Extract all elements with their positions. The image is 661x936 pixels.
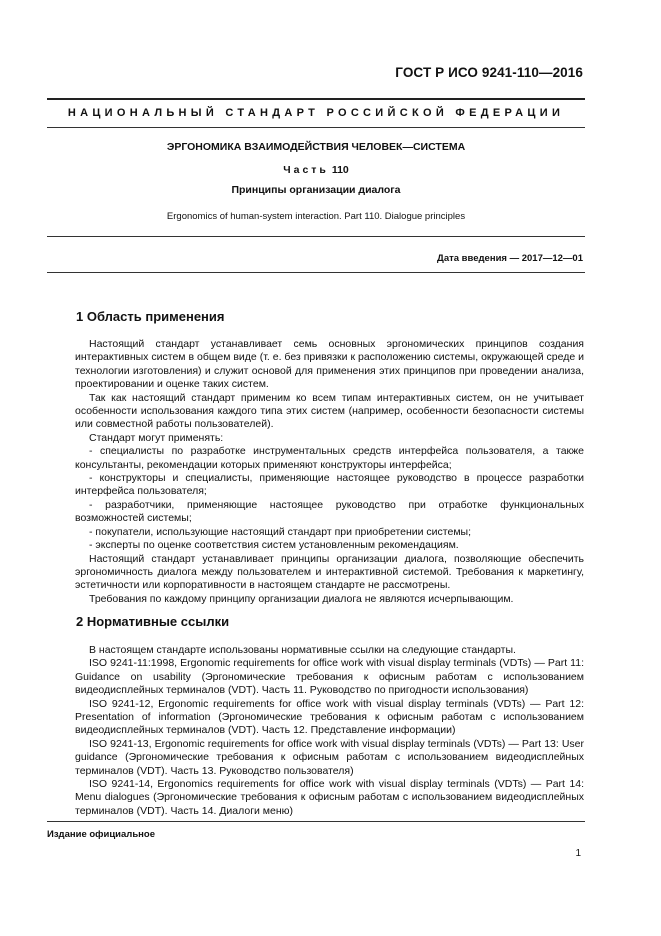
reference-item: ISO 9241-11:1998, Ergonomic requirements for office work with visual display terminals (VDTs) — Part 11: Guidance on usability (Эргономические требования к офисным работам с использованием видеодисплейных терминалов (VDT). Часть 11. Руководство по пригодности использования) (75, 657, 584, 697)
national-standard-title: НАЦИОНАЛЬНЫЙ СТАНДАРТ РОССИЙСКОЙ ФЕДЕРАЦИИ (67, 107, 565, 119)
header-rule-top (47, 98, 585, 100)
footer-rule (47, 821, 585, 822)
list-item: - эксперты по оценке соответствия систем установленным рекомендациям. (89, 539, 459, 552)
standard-number: ГОСТ Р ИСО 9241-110—2016 (395, 65, 583, 80)
part-number: 110 (331, 164, 349, 176)
section-2-heading: 2 Нормативные ссылки (76, 614, 230, 629)
date-rule (47, 272, 585, 273)
paragraph: Настоящий стандарт устанавливает семь основных эргономических принципов создания интерактивных систем в общем виде (т. е. без привязки к расположению системы, окружающей среде и технологии изготовления) и служит основой для применения этих принципов при проведении анализа, проектировании и оценке таких систем. (75, 338, 584, 391)
page-number: 1 (575, 848, 581, 859)
reference-item: ISO 9241-14, Ergonomics requirements for office work with visual display terminals (VDTs) — Part 14: Menu dialogues (Эргономические требования к офисным работам с использованием видеодисплейных терминалов (VDT). Часть 14. Диалоги меню) (75, 778, 584, 817)
official-edition-label: Издание официальное (47, 829, 155, 840)
paragraph: В настоящем стандарте использованы нормативные ссылки на следующие стандарты. (89, 644, 516, 656)
introduction-date: Дата введения — 2017—12—01 (437, 253, 583, 264)
paragraph: Стандарт могут применять: (89, 431, 224, 444)
part-word: Часть (283, 164, 329, 176)
document-title: ЭРГОНОМИКА ВЗАИМОДЕЙСТВИЯ ЧЕЛОВЕК—СИСТЕМА (166, 141, 466, 153)
reference-item: ISO 9241-13, Ergonomic requirements for office work with visual display terminals (VDTs) — Part 13: User guidance (Эргономические требования к офисным работам с использованием видеодисплейных терминалов (VDT). Часть 13. Руководство пользователя) (75, 737, 584, 777)
english-title: Ergonomics of human-system interaction. Part 110. Dialogue principles (166, 211, 466, 222)
reference-item: ISO 9241-12, Ergonomic requirements for office work with visual display terminals (VDTs) — Part 12: Presentation of information (Эргономические требования к офисным работам с использованием видеодисплейных терминалов (VDT). Часть 12. Представление информации) (75, 697, 584, 737)
list-item: - разработчики, применяющие настоящее руководство при отработке функциональных возможностей системы; (75, 498, 584, 525)
paragraph: Так как настоящий стандарт применим ко всем типам интерактивных систем, он не учитывает особенности использования каждого типа этих систем (например, особенности безопасности системы или совместной работы пользователей). (75, 391, 584, 431)
document-subtitle: Принципы организации диалога (231, 184, 401, 196)
part-line (47, 164, 585, 176)
list-item: - конструкторы и специалисты, применяющие настоящее руководство в процессе разработки интерфейса пользователя; (75, 472, 584, 498)
list-item: - покупатели, использующие настоящий стандарт при приобретении системы; (89, 525, 472, 538)
section-2-body (75, 644, 584, 818)
list-item: - специалисты по разработке инструментальных средств интерфейса пользователя, а также консультанты, рекомендации которых применяют конструкторы интерфейса; (75, 445, 584, 471)
title-rule (47, 236, 585, 237)
paragraph: Требования по каждому принципу организации диалога не являются исчерпывающим. (89, 592, 514, 605)
section-1-body (75, 338, 584, 606)
section-1-heading: 1 Область применения (76, 309, 225, 324)
paragraph: Настоящий стандарт устанавливает принципы организации диалога, позволяющие обеспечить эргономичность диалога между пользователем и интерактивной системой. Требования к маркетингу, эстетичности или корпоративности в настоящем стандарте не рассмотрены. (75, 552, 584, 592)
header-rule-bottom (47, 127, 585, 128)
